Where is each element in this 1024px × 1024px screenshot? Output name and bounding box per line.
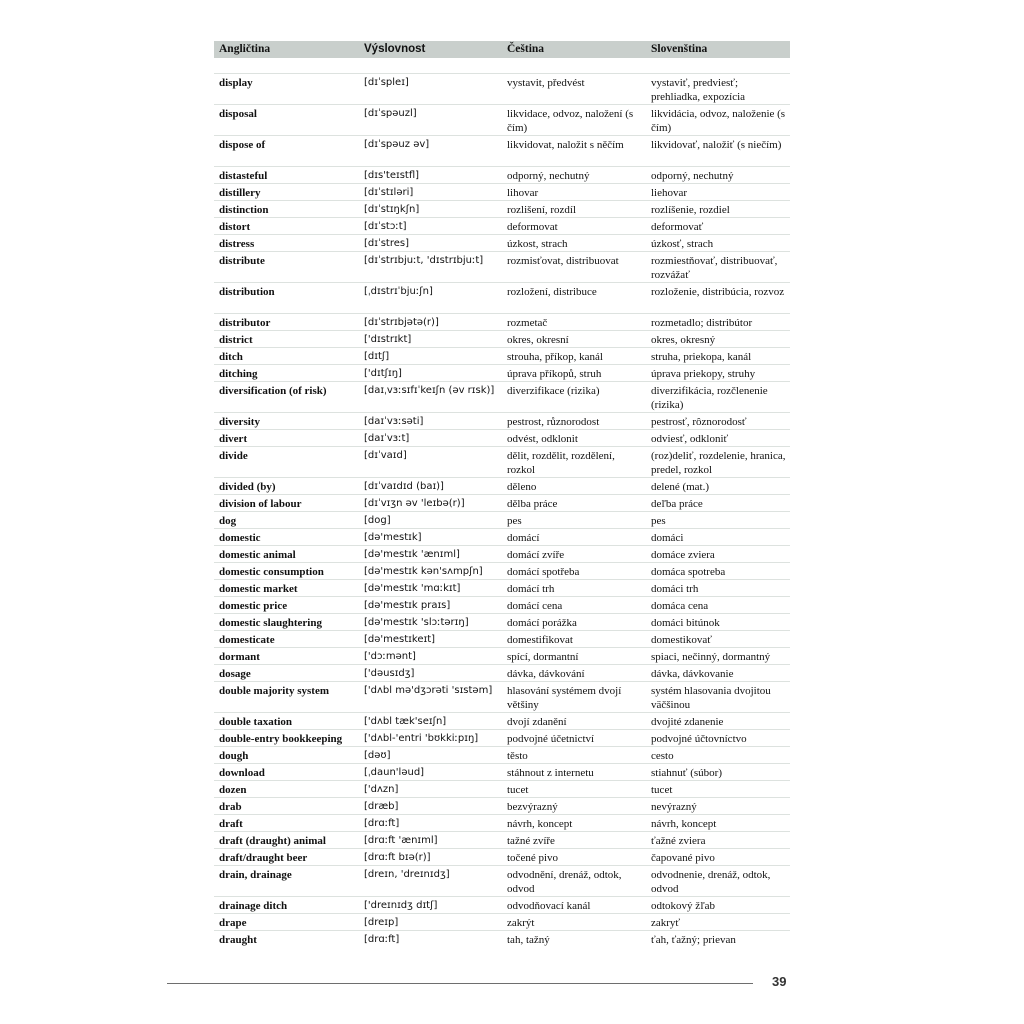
table-row xyxy=(214,780,790,797)
entry-pronunciation: [dəʊ] xyxy=(364,750,391,761)
entry-czech: rozmisťovat, distribuovat xyxy=(507,255,619,267)
entry-czech: strouha, příkop, kanál xyxy=(507,351,603,363)
table-row xyxy=(214,814,790,831)
entry-czech: pes xyxy=(507,515,522,527)
entry-term: dough xyxy=(219,750,249,762)
table-row xyxy=(214,412,790,429)
entry-czech: hlasování systémem dvojí většiny xyxy=(507,685,622,711)
entry-term: divided (by) xyxy=(219,481,276,493)
entry-czech: úzkost, strach xyxy=(507,238,568,250)
entry-slovak: ťažné zviera xyxy=(651,835,706,847)
entry-pronunciation: [daɪˈvɜːsəti] xyxy=(364,416,424,427)
entry-slovak: zakryť xyxy=(651,917,681,929)
entry-slovak: stiahnuť (súbor) xyxy=(651,767,722,779)
header-slovak: Slovenština xyxy=(651,43,708,55)
entry-pronunciation: [də'mestɪkeɪt] xyxy=(364,634,436,645)
entry-term: dispose of xyxy=(219,139,266,151)
entry-pronunciation: [dɪˈspəuzl] xyxy=(364,108,417,119)
entry-slovak: domáci bitúnok xyxy=(651,617,720,629)
table-row xyxy=(214,183,790,200)
entry-pronunciation: ['dɪtʃɪŋ] xyxy=(364,368,402,379)
entry-pronunciation: [də'mestɪk] xyxy=(364,532,422,543)
entry-pronunciation: [ˌdɪstrɪˈbjuːʃn] xyxy=(364,286,433,297)
entry-czech: likvidace, odvoz, naložení (s čím) xyxy=(507,108,634,134)
entry-term: distinction xyxy=(219,204,269,216)
entry-slovak: vystaviť, predviesť; prehliadka, expozícia xyxy=(651,77,746,103)
entry-pronunciation: [də'mestɪk 'ænɪml] xyxy=(364,549,460,560)
table-row xyxy=(214,330,790,347)
table-row xyxy=(214,477,790,494)
entry-slovak: pestrosť, rôznorodosť xyxy=(651,416,747,428)
entry-pronunciation: ['dreɪnɪdʒ dɪtʃ] xyxy=(364,900,438,911)
table-row xyxy=(214,166,790,183)
entry-term: distributor xyxy=(219,317,271,329)
entry-term: domestic market xyxy=(219,583,298,595)
entry-slovak: podvojné účtovníctvo xyxy=(651,733,747,745)
entry-czech: rozlišení, rozdíl xyxy=(507,204,577,216)
entry-czech: zakrýt xyxy=(507,917,535,929)
entry-pronunciation: ['dʌbl tæk'seɪʃn] xyxy=(364,716,447,727)
table-row xyxy=(214,664,790,681)
entry-term: domesticate xyxy=(219,634,275,646)
entry-term: double-entry bookkeeping xyxy=(219,733,343,745)
entry-pronunciation: [dɪˈstres] xyxy=(364,238,409,249)
table-row xyxy=(214,613,790,630)
header-czech: Čeština xyxy=(507,43,545,55)
entry-slovak: tucet xyxy=(651,784,673,796)
entry-term: download xyxy=(219,767,265,779)
entry-pronunciation: [dreɪn, 'dreɪnɪdʒ] xyxy=(364,869,450,880)
entry-pronunciation: [dreɪp] xyxy=(364,917,399,928)
entry-slovak: pes xyxy=(651,515,666,527)
table-row xyxy=(214,347,790,364)
table-row xyxy=(214,729,790,746)
entry-slovak: rozlíšenie, rozdiel xyxy=(651,204,730,216)
entry-slovak: úzkosť, strach xyxy=(651,238,714,250)
entry-term: distress xyxy=(219,238,255,250)
entry-pronunciation: ['dɪstrɪkt] xyxy=(364,334,412,345)
entry-term: draught xyxy=(219,934,257,946)
table-row xyxy=(214,104,790,135)
entry-slovak: čapované pivo xyxy=(651,852,715,864)
entry-czech: domácí zvíře xyxy=(507,549,565,561)
entry-pronunciation: [də'mestɪk praɪs] xyxy=(364,600,451,611)
entry-term: disposal xyxy=(219,108,257,120)
entry-term: display xyxy=(219,77,253,89)
entry-pronunciation: [dræb] xyxy=(364,801,399,812)
entry-pronunciation: [dɪˈspleɪ] xyxy=(364,77,409,88)
entry-czech: tažné zvíře xyxy=(507,835,555,847)
table-row xyxy=(214,545,790,562)
entry-czech: okres, okresní xyxy=(507,334,569,346)
entry-czech: domácí cena xyxy=(507,600,563,612)
entry-term: draft xyxy=(219,818,243,830)
entry-slovak: úprava priekopy, struhy xyxy=(651,368,756,380)
entry-pronunciation: ['dʌbl-'entri 'bʊkkiːpɪŋ] xyxy=(364,733,479,744)
entry-czech: děleno xyxy=(507,481,537,493)
entry-slovak: odtokový žľab xyxy=(651,900,716,912)
table-row xyxy=(214,282,790,313)
entry-czech: vystavit, předvést xyxy=(507,77,585,89)
entry-term: division of labour xyxy=(219,498,302,510)
entry-czech: dělba práce xyxy=(507,498,558,510)
entry-slovak: (roz)deliť, rozdelenie, hranica, predel, rozkol xyxy=(651,450,786,476)
entry-term: diversification (of risk) xyxy=(219,385,327,397)
footer-divider xyxy=(167,983,753,984)
entry-czech: odvodňovací kanál xyxy=(507,900,591,912)
entry-czech: bezvýrazný xyxy=(507,801,558,813)
entry-slovak: delené (mat.) xyxy=(651,481,710,493)
entry-pronunciation: [dog] xyxy=(364,515,391,526)
entry-czech: spící, dormantní xyxy=(507,651,579,663)
entry-slovak: ťah, ťažný; prievan xyxy=(651,934,736,946)
entry-czech: domácí spotřeba xyxy=(507,566,580,578)
header-pronunciation: Výslovnost xyxy=(364,43,426,55)
entry-pronunciation: [də'mestɪk 'slɔːtərɪŋ] xyxy=(364,617,469,628)
entry-slovak: systém hlasovania dvojitou väčšinou xyxy=(651,685,771,711)
entry-slovak: spiaci, nečinný, dormantný xyxy=(651,651,771,663)
table-row xyxy=(214,446,790,477)
entry-pronunciation: ['dɔːmənt] xyxy=(364,651,416,662)
entry-term: domestic animal xyxy=(219,549,296,561)
entry-slovak: domáce zviera xyxy=(651,549,715,561)
entry-term: diversity xyxy=(219,416,260,428)
entry-pronunciation: [dɪtʃ] xyxy=(364,351,390,362)
entry-term: divide xyxy=(219,450,248,462)
entry-pronunciation: ['dəusɪdʒ] xyxy=(364,668,415,679)
entry-term: double taxation xyxy=(219,716,293,728)
entry-slovak: cesto xyxy=(651,750,674,762)
table-row xyxy=(214,200,790,217)
entry-czech: úprava příkopů, struh xyxy=(507,368,602,380)
table-row xyxy=(214,630,790,647)
entry-slovak: rozloženie, distribúcia, rozvoz xyxy=(651,286,785,298)
entry-term: double majority system xyxy=(219,685,329,697)
table-row xyxy=(214,381,790,412)
entry-pronunciation: [daɪˌvɜːsɪfɪˈkeɪʃn (əv rɪsk)] xyxy=(364,385,495,396)
entry-slovak: deľba práce xyxy=(651,498,703,510)
entry-pronunciation: ['dʌbl mə'dʒɔrəti 'sɪstəm] xyxy=(364,685,493,696)
entry-czech: dvojí zdanění xyxy=(507,716,567,728)
entry-pronunciation: [dɪˈspəuz əv] xyxy=(364,139,430,150)
entry-slovak: domáci trh xyxy=(651,583,699,595)
table-row xyxy=(214,681,790,712)
entry-pronunciation: [drɑːft] xyxy=(364,934,400,945)
entry-slovak: deformovať xyxy=(651,221,704,233)
entry-pronunciation: [dɪˈvɪʒn əv 'leɪbə(r)] xyxy=(364,498,465,509)
entry-czech: stáhnout z internetu xyxy=(507,767,594,779)
entry-slovak: odviesť, odkloniť xyxy=(651,433,729,445)
entry-slovak: rozmetadlo; distribútor xyxy=(651,317,753,329)
table-row xyxy=(214,494,790,511)
entry-czech: podvojné účetnictví xyxy=(507,733,595,745)
entry-slovak: okres, okresný xyxy=(651,334,716,346)
entry-slovak: rozmiestňovať, distribuovať, rozvážať xyxy=(651,255,778,281)
table-row xyxy=(214,647,790,664)
entry-term: drainage ditch xyxy=(219,900,288,912)
entry-pronunciation: [dɪs'teɪstfl] xyxy=(364,170,420,181)
table-row xyxy=(214,234,790,251)
entry-pronunciation: [dɪˈvaɪdɪd (baɪ)] xyxy=(364,481,444,492)
entry-term: ditching xyxy=(219,368,258,380)
table-row xyxy=(214,135,790,166)
table-row xyxy=(214,896,790,913)
table-row xyxy=(214,848,790,865)
entry-czech: rozložení, distribuce xyxy=(507,286,597,298)
entry-slovak: dávka, dávkovanie xyxy=(651,668,734,680)
entry-czech: diverzifikace (rizika) xyxy=(507,385,600,397)
table-row xyxy=(214,763,790,780)
table-row xyxy=(214,251,790,282)
entry-term: domestic consumption xyxy=(219,566,324,578)
entry-slovak: diverzifikácia, rozčlenenie (rizika) xyxy=(651,385,768,411)
entry-term: draft/draught beer xyxy=(219,852,308,864)
entry-czech: točené pivo xyxy=(507,852,559,864)
entry-czech: domácí porážka xyxy=(507,617,577,629)
table-row xyxy=(214,712,790,729)
entry-term: distasteful xyxy=(219,170,268,182)
entry-pronunciation: [drɑːft 'ænɪml] xyxy=(364,835,438,846)
entry-term: district xyxy=(219,334,253,346)
table-row xyxy=(214,913,790,930)
entry-czech: rozmetač xyxy=(507,317,548,329)
entry-pronunciation: ['dʌzn] xyxy=(364,784,399,795)
table-row xyxy=(214,746,790,763)
table-row xyxy=(214,797,790,814)
entry-term: domestic price xyxy=(219,600,288,612)
entry-czech: odporný, nechutný xyxy=(507,170,590,182)
entry-pronunciation: [dɪˈstɔːt] xyxy=(364,221,407,232)
entry-pronunciation: [dɪˈvaɪd] xyxy=(364,450,407,461)
entry-slovak: odporný, nechutný xyxy=(651,170,734,182)
entry-czech: deformovat xyxy=(507,221,558,233)
page-number: 39 xyxy=(772,974,787,989)
entry-term: ditch xyxy=(219,351,243,363)
entry-slovak: odvodnenie, drenáž, odtok, odvod xyxy=(651,869,771,895)
entry-pronunciation: [dɪˈstɪŋkʃn] xyxy=(364,204,420,215)
table-row xyxy=(214,313,790,330)
table-row xyxy=(214,528,790,545)
table-header xyxy=(214,41,790,58)
table-row xyxy=(214,865,790,896)
entry-czech: domácí xyxy=(507,532,540,544)
entry-pronunciation: [dɪˈstɪləri] xyxy=(364,187,414,198)
entry-term: drain, drainage xyxy=(219,869,292,881)
table-row xyxy=(214,364,790,381)
entry-slovak: domáca spotreba xyxy=(651,566,726,578)
table-row xyxy=(214,562,790,579)
entry-slovak: dvojité zdanenie xyxy=(651,716,724,728)
entry-czech: dělit, rozdělit, rozdělení, rozkol xyxy=(507,450,615,476)
table-row xyxy=(214,511,790,528)
entry-term: distribute xyxy=(219,255,265,267)
entry-term: divert xyxy=(219,433,248,445)
entry-slovak: domáca cena xyxy=(651,600,709,612)
entry-term: dormant xyxy=(219,651,260,663)
entry-term: dog xyxy=(219,515,237,527)
entry-czech: tah, tažný xyxy=(507,934,550,946)
entry-slovak: liehovar xyxy=(651,187,688,199)
entry-slovak: likvidovať, naložiť (s niečím) xyxy=(651,139,782,151)
entry-term: dosage xyxy=(219,668,251,680)
table-row xyxy=(214,73,790,104)
entry-czech: pestrost, různorodost xyxy=(507,416,600,428)
table-row xyxy=(214,930,790,947)
entry-pronunciation: [dɪˈstrɪbjuːt, 'dɪstrɪbjuːt] xyxy=(364,255,484,266)
entry-term: drape xyxy=(219,917,247,929)
entry-pronunciation: [dɪˈstrɪbjətə(r)] xyxy=(364,317,439,328)
entry-term: domestic slaughtering xyxy=(219,617,322,629)
entry-slovak: struha, priekopa, kanál xyxy=(651,351,752,363)
entry-slovak: likvidácia, odvoz, naloženie (s čím) xyxy=(651,108,786,134)
table-row xyxy=(214,579,790,596)
entry-czech: těsto xyxy=(507,750,528,762)
entry-pronunciation: [daɪˈvɜːt] xyxy=(364,433,410,444)
table-row xyxy=(214,596,790,613)
entry-czech: návrh, koncept xyxy=(507,818,573,830)
entry-czech: lihovar xyxy=(507,187,539,199)
header-english: Angličtina xyxy=(219,43,271,55)
entry-term: domestic xyxy=(219,532,261,544)
entry-pronunciation: [drɑːft bɪə(r)] xyxy=(364,852,431,863)
entry-czech: likvidovat, naložit s něčím xyxy=(507,139,624,151)
entry-pronunciation: [də'mestɪk 'mɑːkɪt] xyxy=(364,583,461,594)
entry-slovak: nevýrazný xyxy=(651,801,697,813)
entry-slovak: domáci xyxy=(651,532,684,544)
entry-pronunciation: [də'mestɪk kən'sʌmpʃn] xyxy=(364,566,483,577)
entry-czech: domestifikovat xyxy=(507,634,573,646)
entry-term: distort xyxy=(219,221,251,233)
entry-term: distribution xyxy=(219,286,275,298)
entry-czech: tucet xyxy=(507,784,529,796)
entry-czech: odvést, odklonit xyxy=(507,433,578,445)
entry-term: drab xyxy=(219,801,242,813)
table-row xyxy=(214,831,790,848)
entry-pronunciation: [drɑːft] xyxy=(364,818,400,829)
entry-term: distillery xyxy=(219,187,261,199)
entry-czech: odvodnění, drenáž, odtok, odvod xyxy=(507,869,622,895)
dictionary-table xyxy=(214,73,790,947)
entry-czech: domácí trh xyxy=(507,583,555,595)
table-row xyxy=(214,217,790,234)
entry-term: draft (draught) animal xyxy=(219,835,326,847)
entry-czech: dávka, dávkování xyxy=(507,668,585,680)
entry-slovak: návrh, koncept xyxy=(651,818,717,830)
table-row xyxy=(214,429,790,446)
entry-pronunciation: [ˌdaun'ləud] xyxy=(364,767,425,778)
entry-term: dozen xyxy=(219,784,247,796)
entry-slovak: domestikovať xyxy=(651,634,712,646)
